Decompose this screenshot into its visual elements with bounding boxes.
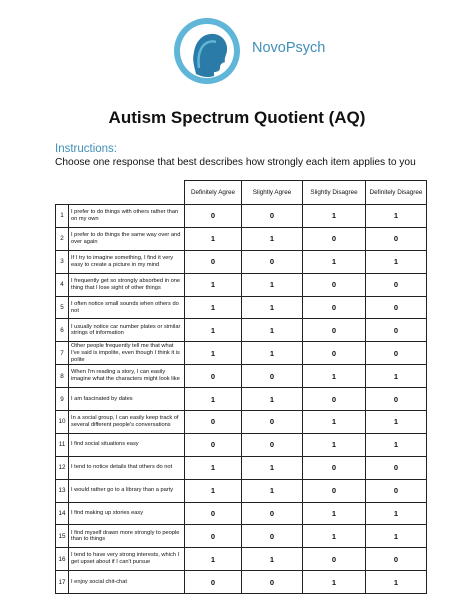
response-score-cell[interactable]: 0 — [303, 456, 366, 479]
response-score-cell[interactable]: 1 — [242, 296, 303, 319]
header-slightly-disagree: Slightly Disagree — [303, 181, 366, 205]
response-score-cell[interactable]: 0 — [303, 342, 366, 365]
header-definitely-agree: Definitely Agree — [185, 181, 242, 205]
table-row — [56, 388, 427, 411]
table-row — [56, 571, 427, 594]
item-number: 9 — [56, 388, 69, 411]
item-statement: I prefer to do things the same way over and over again — [69, 227, 185, 250]
item-statement: I enjoy social chit-chat — [69, 571, 185, 594]
table-row — [56, 548, 427, 571]
item-statement: I am fascinated by dates — [69, 388, 185, 411]
table-row — [56, 342, 427, 365]
instructions-heading: Instructions: — [55, 143, 117, 155]
response-score-cell[interactable]: 0 — [185, 525, 242, 548]
table-row — [56, 456, 427, 479]
response-score-cell[interactable]: 0 — [303, 548, 366, 571]
table-header-row — [56, 181, 427, 205]
aq-question-table — [55, 180, 427, 594]
item-statement: I find making up stories easy — [69, 502, 185, 525]
response-score-cell[interactable]: 1 — [242, 319, 303, 342]
response-score-cell[interactable]: 1 — [303, 250, 366, 273]
header-blank-cell — [56, 181, 185, 205]
response-score-cell[interactable]: 0 — [242, 433, 303, 456]
item-number: 1 — [56, 205, 69, 228]
table-row — [56, 227, 427, 250]
response-score-cell[interactable]: 0 — [185, 205, 242, 228]
table-row — [56, 205, 427, 228]
response-score-cell[interactable]: 1 — [303, 502, 366, 525]
item-statement: Other people frequently tell me that what I've said is impolite, even though I think it is polite — [69, 342, 185, 365]
response-score-cell[interactable]: 1 — [242, 388, 303, 411]
novopsych-logo — [172, 16, 242, 86]
item-number: 11 — [56, 433, 69, 456]
response-score-cell[interactable]: 1 — [366, 365, 427, 388]
header-slightly-agree: Slightly Agree — [242, 181, 303, 205]
response-score-cell[interactable]: 0 — [366, 479, 427, 502]
response-score-cell[interactable]: 0 — [303, 227, 366, 250]
response-score-cell[interactable]: 0 — [242, 365, 303, 388]
response-score-cell[interactable]: 1 — [303, 411, 366, 434]
response-score-cell[interactable]: 0 — [303, 273, 366, 296]
table-row — [56, 365, 427, 388]
instructions-text: Choose one response that best describes how strongly each item applies to you — [55, 157, 416, 168]
response-score-cell[interactable]: 0 — [366, 342, 427, 365]
response-score-cell[interactable]: 1 — [366, 250, 427, 273]
response-score-cell[interactable]: 0 — [185, 502, 242, 525]
response-score-cell[interactable]: 0 — [366, 456, 427, 479]
response-score-cell[interactable]: 0 — [366, 388, 427, 411]
response-score-cell[interactable]: 0 — [303, 388, 366, 411]
response-score-cell[interactable]: 1 — [185, 227, 242, 250]
item-statement: I find myself drawn more strongly to people than to things — [69, 525, 185, 548]
item-number: 2 — [56, 227, 69, 250]
table-body — [56, 205, 427, 594]
response-score-cell[interactable]: 1 — [366, 571, 427, 594]
response-score-cell[interactable]: 1 — [366, 411, 427, 434]
item-number: 3 — [56, 250, 69, 273]
item-number: 15 — [56, 525, 69, 548]
item-statement: I often notice small sounds when others do not — [69, 296, 185, 319]
response-score-cell[interactable]: 0 — [242, 250, 303, 273]
table-row — [56, 250, 427, 273]
brand-name: NovoPsych — [252, 40, 326, 56]
item-statement: If I try to imagine something, I find it very easy to create a picture in my mind — [69, 250, 185, 273]
item-statement: When I'm reading a story, I can easily imagine what the characters might look like — [69, 365, 185, 388]
response-score-cell[interactable]: 0 — [303, 296, 366, 319]
response-score-cell[interactable]: 0 — [185, 571, 242, 594]
response-score-cell[interactable]: 0 — [303, 319, 366, 342]
response-score-cell[interactable]: 1 — [366, 525, 427, 548]
response-score-cell[interactable]: 1 — [242, 479, 303, 502]
item-statement: In a social group, I can easily keep track of several different people's conversations — [69, 411, 185, 434]
item-number: 16 — [56, 548, 69, 571]
item-number: 7 — [56, 342, 69, 365]
table-row — [56, 502, 427, 525]
response-score-cell[interactable]: 1 — [185, 388, 242, 411]
response-score-cell[interactable]: 1 — [242, 548, 303, 571]
item-statement: I find social situations easy — [69, 433, 185, 456]
response-score-cell[interactable]: 0 — [242, 571, 303, 594]
response-score-cell[interactable]: 0 — [185, 433, 242, 456]
response-score-cell[interactable]: 1 — [242, 227, 303, 250]
response-score-cell[interactable]: 0 — [185, 411, 242, 434]
response-score-cell[interactable]: 1 — [185, 273, 242, 296]
table-row — [56, 411, 427, 434]
response-score-cell[interactable]: 1 — [303, 365, 366, 388]
table-row — [56, 273, 427, 296]
response-score-cell[interactable]: 0 — [242, 525, 303, 548]
response-score-cell[interactable]: 0 — [366, 319, 427, 342]
item-statement: I tend to have very strong interests, which I get upset about if I can't pursue — [69, 548, 185, 571]
table-row — [56, 319, 427, 342]
response-score-cell[interactable]: 1 — [185, 456, 242, 479]
item-statement: I usually notice car number plates or similar strings of information — [69, 319, 185, 342]
response-score-cell[interactable]: 1 — [303, 433, 366, 456]
response-score-cell[interactable]: 0 — [366, 273, 427, 296]
table-row — [56, 296, 427, 319]
item-statement: I prefer to do things with others rather than on my own — [69, 205, 185, 228]
item-number: 4 — [56, 273, 69, 296]
table-row — [56, 525, 427, 548]
response-score-cell[interactable]: 1 — [366, 502, 427, 525]
item-number: 13 — [56, 479, 69, 502]
response-score-cell[interactable]: 1 — [303, 205, 366, 228]
page-title: Autism Spectrum Quotient (AQ) — [108, 108, 366, 127]
response-score-cell[interactable]: 1 — [185, 342, 242, 365]
item-number: 8 — [56, 365, 69, 388]
item-statement: I would rather go to a library than a party — [69, 479, 185, 502]
response-score-cell[interactable]: 0 — [185, 250, 242, 273]
item-number: 6 — [56, 319, 69, 342]
item-number: 17 — [56, 571, 69, 594]
response-score-cell[interactable]: 0 — [366, 296, 427, 319]
response-score-cell[interactable]: 0 — [242, 205, 303, 228]
table-row — [56, 479, 427, 502]
response-score-cell[interactable]: 1 — [303, 571, 366, 594]
response-score-cell[interactable]: 1 — [185, 479, 242, 502]
response-score-cell[interactable]: 0 — [366, 227, 427, 250]
item-statement: I tend to notice details that others do not — [69, 456, 185, 479]
response-score-cell[interactable]: 1 — [366, 205, 427, 228]
header-definitely-disagree: Definitely Disagree — [366, 181, 427, 205]
response-score-cell[interactable]: 0 — [185, 365, 242, 388]
response-score-cell[interactable]: 0 — [366, 548, 427, 571]
response-score-cell[interactable]: 1 — [242, 456, 303, 479]
table-row — [56, 433, 427, 456]
response-score-cell[interactable]: 0 — [303, 479, 366, 502]
response-score-cell[interactable]: 1 — [242, 342, 303, 365]
item-number: 12 — [56, 456, 69, 479]
response-score-cell[interactable]: 0 — [242, 411, 303, 434]
head-profile-logo-icon — [172, 16, 242, 86]
response-score-cell[interactable]: 0 — [242, 502, 303, 525]
response-score-cell[interactable]: 1 — [185, 548, 242, 571]
response-score-cell[interactable]: 1 — [366, 433, 427, 456]
item-number: 5 — [56, 296, 69, 319]
item-statement: I frequently get so strongly absorbed in one thing that I lose sight of other things — [69, 273, 185, 296]
item-number: 14 — [56, 502, 69, 525]
response-score-cell[interactable]: 1 — [303, 525, 366, 548]
response-score-cell[interactable]: 1 — [242, 273, 303, 296]
item-number: 10 — [56, 411, 69, 434]
response-score-cell[interactable]: 1 — [185, 319, 242, 342]
response-score-cell[interactable]: 1 — [185, 296, 242, 319]
